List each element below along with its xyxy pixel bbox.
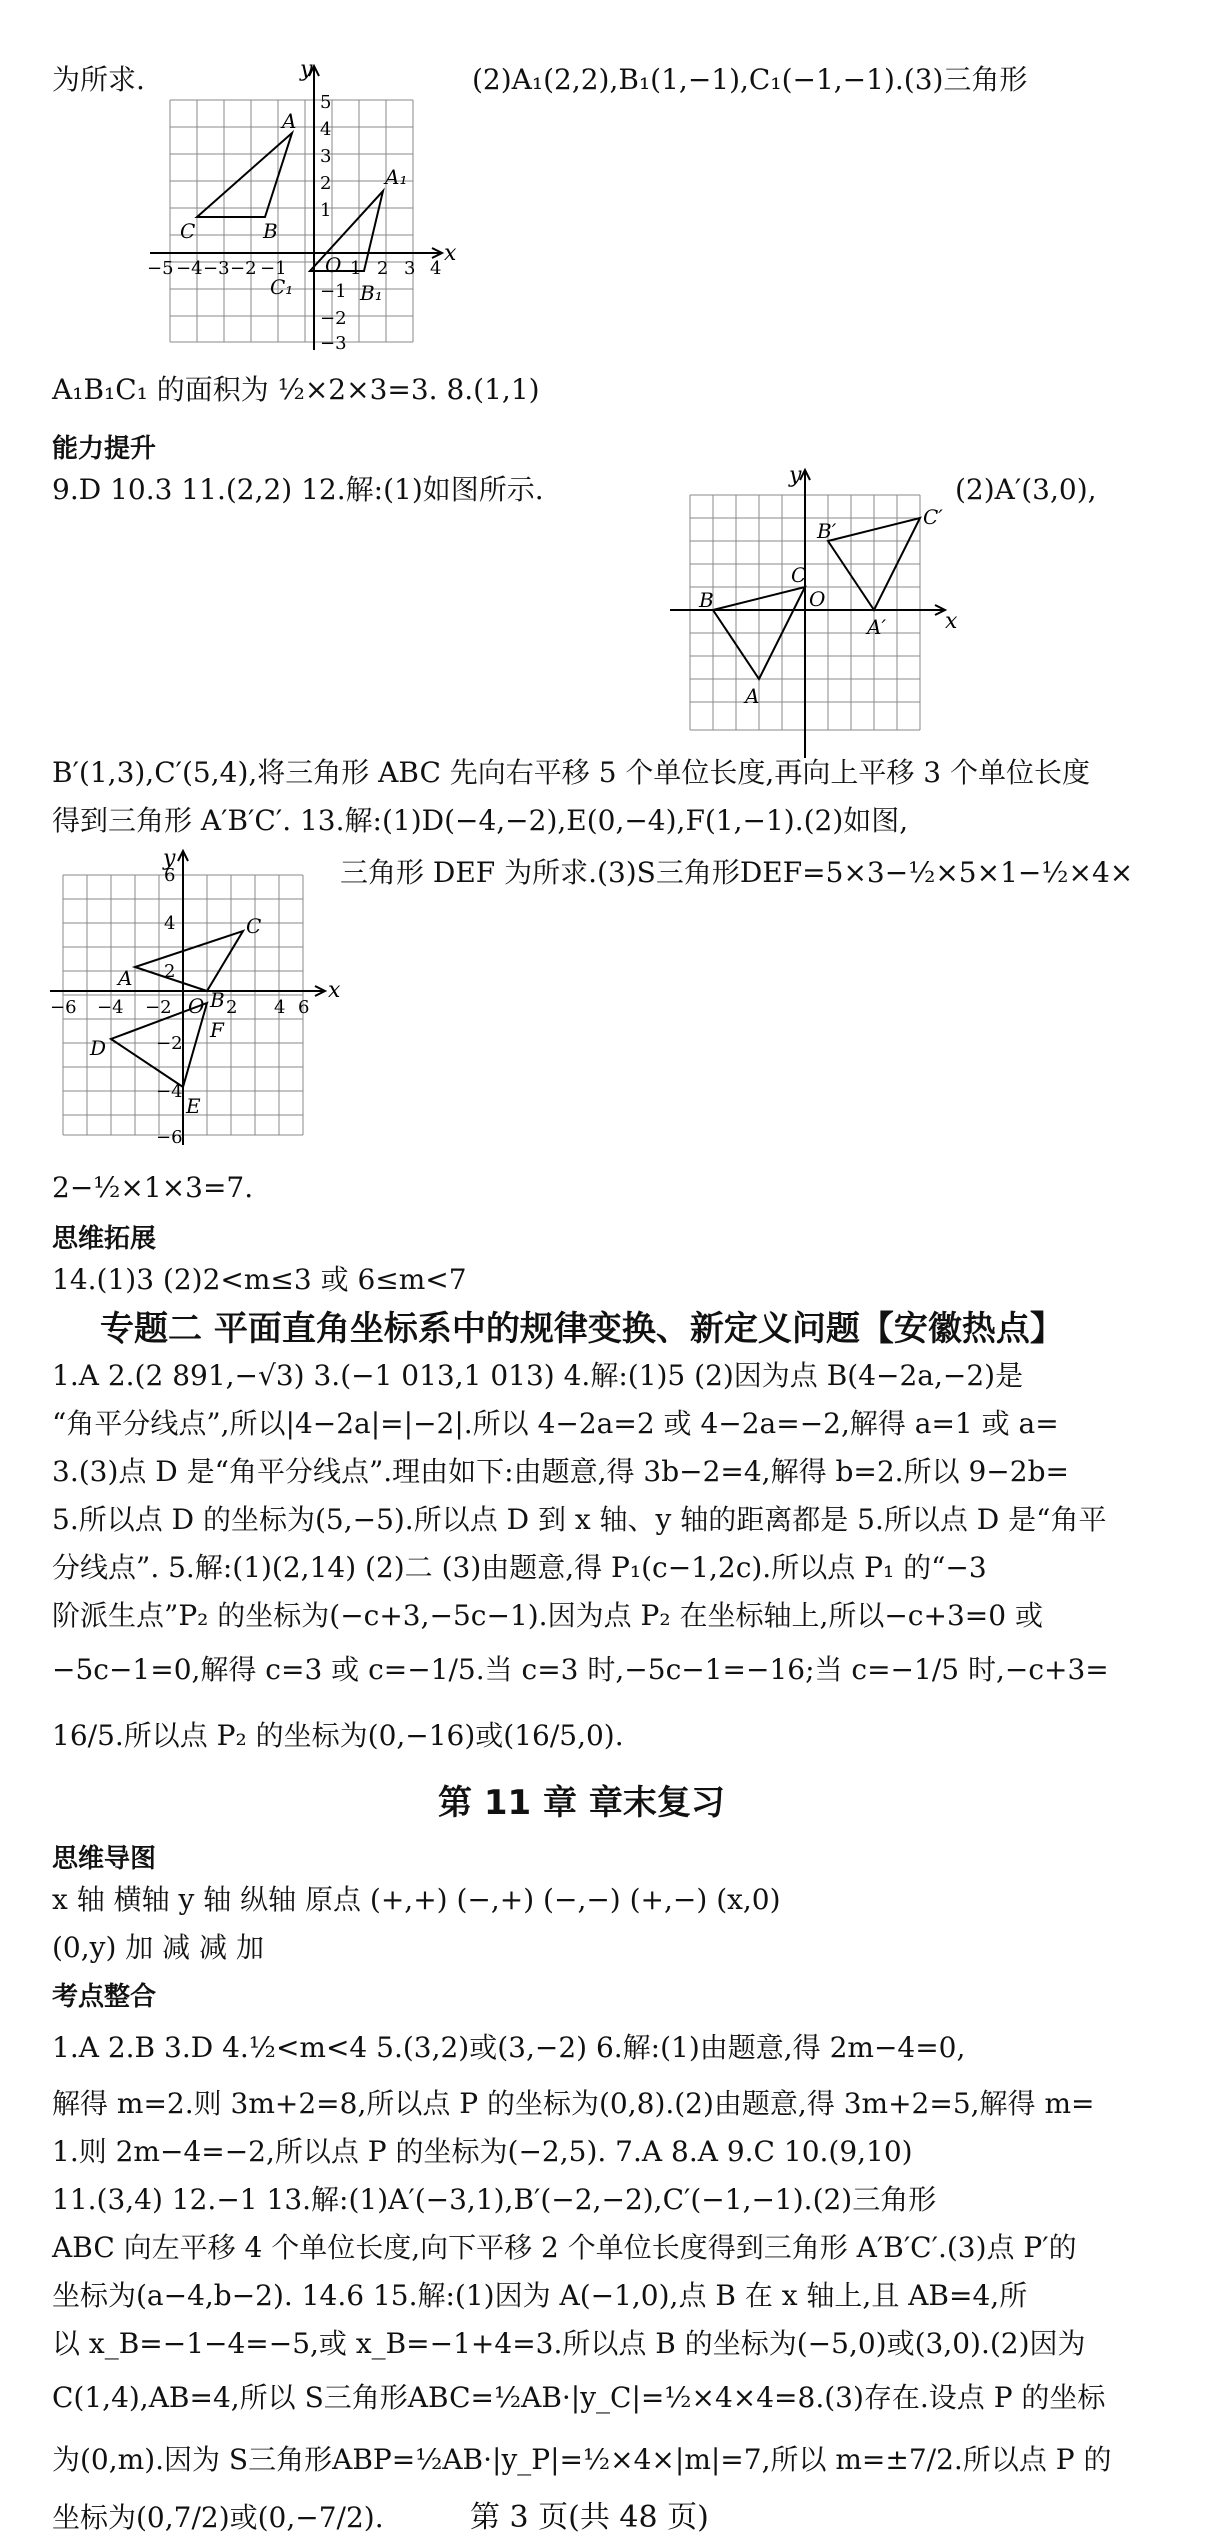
fig3-x-tick: 4	[274, 997, 286, 1018]
line-27: 为(0,m).因为 S三角形ABP=½AB·|y_P|=½×4×|m|=7,所以 m=±7/2.所以点 P 的	[52, 2443, 1112, 2476]
topic-2-title: 专题二 平面直角坐标系中的规律变换、新定义问题【安徽热点】	[100, 1309, 1064, 1349]
page-footer: 第 3 页(共 48 页)	[470, 2500, 709, 2535]
fig3-y-tick: −6	[156, 1127, 183, 1148]
fig3-y-tick: 6	[164, 865, 176, 886]
fig1-x-tick: −3	[203, 258, 230, 279]
fig1-point-a1: A₁	[385, 165, 408, 189]
fig1-origin: O	[325, 253, 342, 277]
line-7: 2−½×1×3=7.	[52, 1171, 254, 1204]
line-5: 得到三角形 A′B′C′. 13.解:(1)D(−4,−2),E(0,−4),F(1,−1).(2)如图,	[52, 804, 909, 837]
fig1-x-label: x	[444, 241, 457, 266]
fig2-point-b: B	[699, 588, 714, 612]
fig1-y-tick: −1	[320, 281, 347, 302]
fig3-x-tick: 6	[298, 997, 310, 1018]
line-20: 解得 m=2.则 3m+2=8,所以点 P 的坐标为(0,8).(2)由题意,得 3m+2=5,解得 m=	[52, 2087, 1095, 2120]
line-1b: (2)A₁(2,2),B₁(1,−1),C₁(−1,−1).(3)三角形	[472, 63, 1028, 96]
line-22: 11.(3,4) 12.−1 13.解:(1)A′(−3,1),B′(−2,−2),C′(−1,−1).(2)三角形	[52, 2183, 937, 2216]
fig1-x-tick: −4	[176, 258, 203, 279]
fig1-y-tick: −2	[320, 308, 347, 329]
fig2-point-a: A	[745, 684, 760, 708]
fig3-x-tick: −6	[50, 997, 77, 1018]
fig1-y-tick: −3	[320, 333, 347, 354]
fig3-point-c: C	[246, 914, 262, 938]
line-11: 3.(3)点 D 是“角平分线点”.理由如下:由题意,得 3b−2=4,解得 b=2.所以 9−2b=	[52, 1455, 1069, 1488]
fig3-point-a: A	[118, 966, 133, 990]
fig3-x-label: x	[328, 978, 341, 1003]
fig3-point-b: B	[210, 988, 225, 1012]
line-17: x 轴 横轴 y 轴 纵轴 原点 (+,+) (−,+) (−,−) (+,−) (x,0)	[52, 1883, 781, 1916]
fig1-point-c: C	[180, 219, 196, 243]
fig3-point-f: F	[210, 1018, 224, 1042]
line-9: 1.A 2.(2 891,−√3) 3.(−1 013,1 013) 4.解:(1)5 (2)因为点 B(4−2a,−2)是	[52, 1359, 1024, 1392]
line-4: B′(1,3),C′(5,4),将三角形 ABC 先向右平移 5 个单位长度,再向上平移 3 个单位长度	[52, 756, 1090, 789]
line-23: ABC 向左平移 4 个单位长度,向下平移 2 个单位长度得到三角形 A′B′C′.(3)点 P′的	[52, 2231, 1077, 2264]
fig3-y-label: y	[163, 846, 176, 871]
fig1-x-tick: −1	[260, 258, 287, 279]
heading-review: 考点整合	[52, 1982, 157, 2012]
line-3b: (2)A′(3,0),	[955, 473, 1097, 506]
fig1-y-tick: 3	[320, 146, 332, 167]
line-25: 以 x_B=−1−4=−5,或 x_B=−1+4=3.所以点 B 的坐标为(−5,0)或(3,0).(2)因为	[52, 2327, 1086, 2360]
line-18: (0,y) 加 减 减 加	[52, 1931, 264, 1964]
line-2: A₁B₁C₁ 的面积为 ½×2×3=3. 8.(1,1)	[52, 373, 540, 406]
figure-3-coordinate-grid	[48, 845, 348, 1150]
fig3-y-tick: −2	[156, 1033, 183, 1054]
fig1-x-tick: −5	[147, 258, 174, 279]
fig3-x-tick: 2	[226, 997, 238, 1018]
fig1-x-tick: 4	[430, 258, 442, 279]
fig1-point-b: B	[263, 219, 278, 243]
line-12: 5.所以点 D 的坐标为(5,−5).所以点 D 到 x 轴、y 轴的距离都是 5.所以点 D 是“角平	[52, 1503, 1107, 1536]
fig1-x-tick: −2	[230, 258, 257, 279]
line-21: 1.则 2m−4=−2,所以点 P 的坐标为(−2,5). 7.A 8.A 9.C 10.(9,10)	[52, 2135, 913, 2168]
fig3-point-e: E	[186, 1094, 201, 1118]
fig3-x-tick: −4	[97, 997, 124, 1018]
fig2-point-a-prime: A′	[867, 615, 886, 639]
fig2-point-c: C	[791, 563, 807, 587]
fig2-x-label: x	[945, 609, 958, 634]
line-15: −5c−1=0,解得 c=3 或 c=−1/5.当 c=3 时,−5c−1=−16;当 c=−1/5 时,−c+3=	[52, 1653, 1109, 1686]
figure-2-coordinate-grid	[665, 460, 960, 760]
fig1-point-c1: C₁	[270, 275, 294, 299]
fig1-y-tick: 4	[320, 119, 332, 140]
fig1-x-tick: 1	[350, 258, 362, 279]
fig3-point-d: D	[90, 1036, 107, 1060]
chapter-11-title: 第 11 章 章末复习	[438, 1783, 725, 1823]
line-24: 坐标为(a−4,b−2). 14.6 15.解:(1)因为 A(−1,0),点 B 在 x 轴上,且 AB=4,所	[52, 2279, 1028, 2312]
fig1-point-a: A	[282, 109, 297, 133]
fig1-x-tick: 3	[404, 258, 416, 279]
figure-1-coordinate-grid	[147, 57, 470, 354]
fig1-point-b1: B₁	[360, 281, 383, 305]
fig3-y-tick: 2	[164, 961, 176, 982]
line-6: 三角形 DEF 为所求.(3)S三角形DEF=5×3−½×5×1−½×4×	[340, 856, 1134, 889]
line-8: 14.(1)3 (2)2<m≤3 或 6≤m<7	[52, 1263, 467, 1296]
fig2-point-b-prime: B′	[817, 519, 837, 543]
line-19: 1.A 2.B 3.D 4.½<m<4 5.(3,2)或(3,−2) 6.解:(1)由题意,得 2m−4=0,	[52, 2031, 966, 2064]
fig1-y-tick: 5	[320, 92, 332, 113]
fig1-y-tick: 2	[320, 173, 332, 194]
heading-mindmap: 思维导图	[52, 1844, 157, 1874]
line-26: C(1,4),AB=4,所以 S三角形ABC=½AB·|y_C|=½×4×4=8.(3)存在.设点 P 的坐标	[52, 2381, 1106, 2414]
fig1-y-tick: 1	[320, 200, 332, 221]
line-3a: 9.D 10.3 11.(2,2) 12.解:(1)如图所示.	[52, 473, 544, 506]
fig3-y-tick: 4	[164, 913, 176, 934]
fig1-y-label: y	[300, 57, 313, 82]
heading-ability: 能力提升	[52, 434, 157, 464]
line-13: 分线点”. 5.解:(1)(2,14) (2)二 (3)由题意,得 P₁(c−1,2c).所以点 P₁ 的“−3	[52, 1551, 987, 1584]
heading-thinking: 思维拓展	[52, 1224, 157, 1254]
fig2-point-c-prime: C′	[923, 505, 943, 529]
line-14: 阶派生点”P₂ 的坐标为(−c+3,−5c−1).因为点 P₂ 在坐标轴上,所以−c+3=0 或	[52, 1599, 1043, 1632]
fig2-origin: O	[809, 587, 826, 611]
line-28: 坐标为(0,7/2)或(0,−7/2).	[52, 2501, 384, 2534]
line-1a: 为所求.	[52, 63, 145, 96]
line-16: 16/5.所以点 P₂ 的坐标为(0,−16)或(16/5,0).	[52, 1719, 624, 1752]
fig1-x-tick: 2	[377, 258, 389, 279]
line-10: “角平分线点”,所以|4−2a|=|−2|.所以 4−2a=2 或 4−2a=−2,解得 a=1 或 a=	[52, 1407, 1059, 1440]
fig3-origin: O	[188, 994, 205, 1018]
fig3-x-tick: −2	[145, 997, 172, 1018]
fig2-y-label: y	[789, 463, 802, 488]
fig3-y-tick: −4	[156, 1081, 183, 1102]
